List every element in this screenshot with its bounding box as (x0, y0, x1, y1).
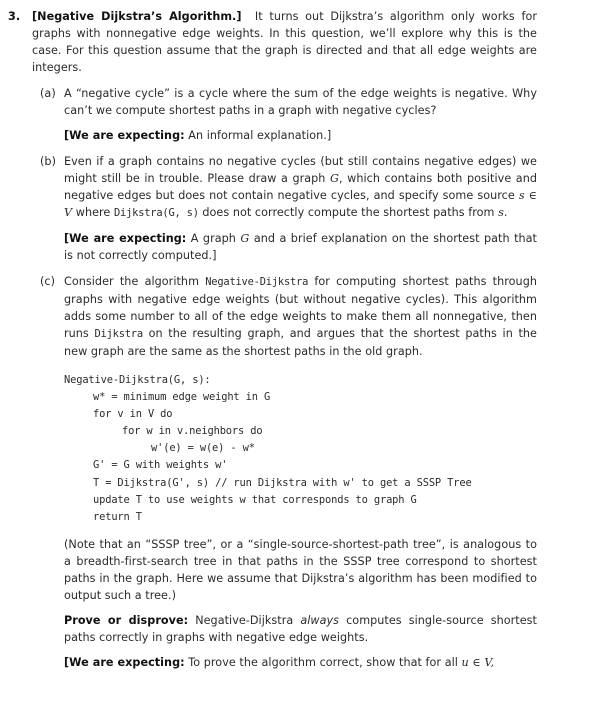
code-line: w'(e) = w(e) - w* (151, 442, 255, 455)
part-c-expectation (64, 654, 537, 671)
part-c-text: on the resulting graph, and argues that the shortest paths in the new graph are the same as the shortest paths in the old graph. (64, 327, 537, 358)
part-a-expectation (64, 127, 537, 144)
math-var: u ∈ V, (461, 655, 495, 669)
math-var: s (498, 206, 504, 219)
part-c-text: Consider the algorithm (64, 275, 206, 288)
code-line: return T (93, 510, 142, 523)
part-c-label: (c) (40, 275, 56, 288)
part-c-description (64, 273, 537, 360)
expect-text: An informal explanation.] (188, 129, 332, 142)
part-b-question (64, 153, 537, 222)
part-b-text: Even if a graph contains no negative cycles (but still contains negative edges) we might still be in trouble. Please draw a graph (64, 155, 537, 185)
part-b-text: , which contains both positive and negative edges but does not contain negative cycles, and specify some source (64, 172, 537, 202)
part-c-text: for computing shortest paths through graphs with negative edge weights (but without negative cycles). This algorithm adds some number to all of the edge weights to make them all nonnegative, then runs (64, 275, 537, 340)
code-line: update T to use weights w that corresponds to graph G (93, 493, 417, 506)
part-b-expectation (64, 230, 537, 264)
emphasis: always (300, 613, 340, 627)
problem-title: [Negative Dijkstra’s Algorithm.] (32, 10, 242, 23)
math-var: s ∈ V (64, 189, 537, 219)
code-line: G' = G with weights w' (93, 459, 228, 472)
sssp-note: (Note that an “SSSP tree”, or a “single-source-shortest-path tree”, is analogous to a breadth-first-search tree in that paths in the SSSP tree correspond to shortest paths in the graph. Here we assume that Dijkstra’s algorithm has been modified to output such a tree.) (64, 537, 537, 602)
code-line: w* = minimum edge weight in G (93, 391, 271, 404)
expect-label: [We are expecting: (64, 129, 185, 142)
inline-code: Dijkstra (94, 328, 143, 340)
problem-3 (8, 8, 537, 671)
expect-text: To prove the algorithm correct, show that for all (188, 655, 462, 669)
problem-intro (32, 8, 537, 76)
code-line: T = Dijkstra(G', s) // run Dijkstra with w' to get a SSSP Tree (93, 476, 472, 489)
code-line: for w in v.neighbors do (122, 425, 263, 438)
prove-text: computes single-source shortest paths correctly in graphs with negative edge weights. (64, 613, 537, 644)
problem-intro-text: It turns out Dijkstra’s algorithm only works for graphs with nonnegative edge weights. In this question, we’ll explore why this is the case. For this question assume that the graph is directed and that all edge weights are integers. (32, 10, 537, 74)
expect-text: and a brief explanation on the shortest path that is not correctly computed.] (64, 232, 537, 262)
part-b (32, 153, 537, 264)
prove-label: Prove or disprove: (64, 613, 189, 627)
part-b-text: where (72, 206, 114, 219)
inline-code: Dijkstra(G, s) (113, 207, 199, 219)
prove-text: Negative-Dijkstra (188, 613, 301, 627)
expect-label: [We are expecting: (64, 232, 187, 245)
part-a-question: A “negative cycle” is a cycle where the sum of the edge weights is negative. Why can’t we compute shortest paths in a graph with negative cycles? (64, 87, 537, 117)
math-var: G (330, 172, 339, 185)
prove-or-disprove (64, 612, 537, 646)
expect-text: A graph (190, 232, 241, 245)
code-line: Negative-Dijkstra(G, s): (64, 374, 211, 386)
part-b-text: does not correctly compute the shortest paths from (198, 206, 499, 219)
part-a-label: (a) (40, 87, 56, 100)
expect-label: [We are expecting: (64, 655, 185, 669)
code-line: for v in V do (93, 408, 173, 421)
problem-number: 3. (8, 10, 21, 23)
part-b-text: . (503, 206, 508, 219)
part-a (32, 85, 537, 144)
inline-code: Negative-Dijkstra (205, 276, 309, 288)
math-var: G (240, 232, 250, 245)
pseudocode-block (64, 372, 537, 526)
part-b-label: (b) (40, 155, 56, 168)
part-c (32, 273, 537, 671)
